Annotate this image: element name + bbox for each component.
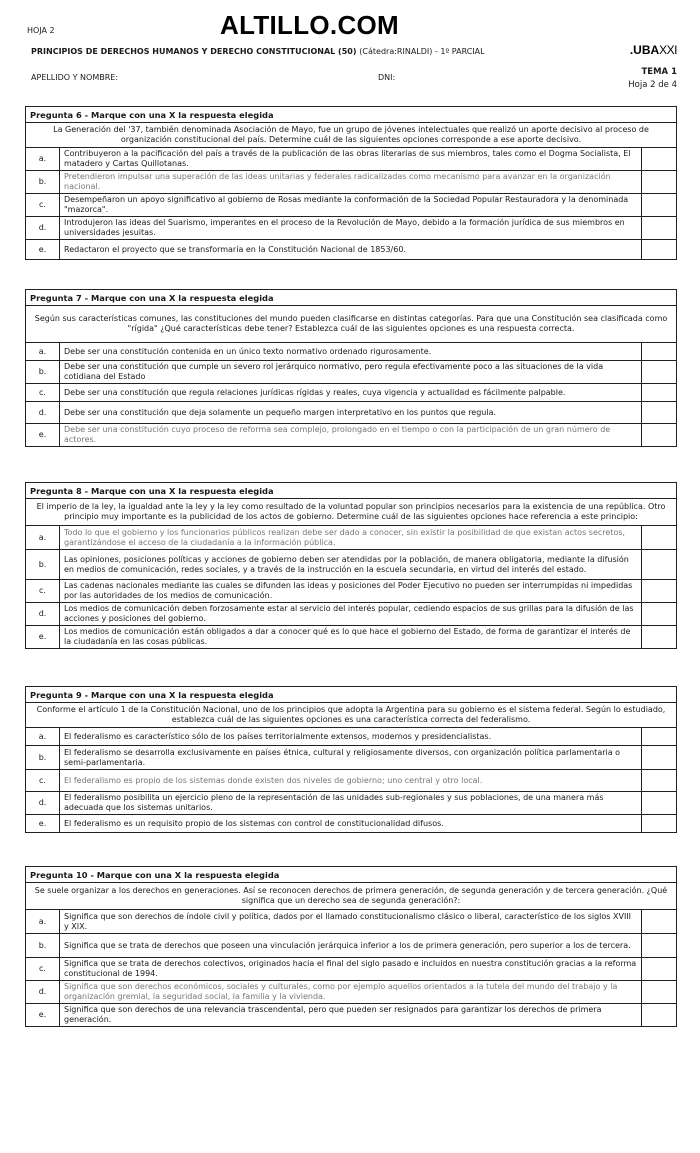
answer-checkbox[interactable] xyxy=(641,550,676,580)
option-row xyxy=(26,934,677,958)
option-text: Introdujeron las ideas del Suarismo, imperantes en el proceso de la Revolución de Mayo, debido a la formación jurídica de sus miembros en universidades jesuitas. xyxy=(60,217,642,240)
option-row xyxy=(26,526,677,550)
answer-checkbox[interactable] xyxy=(641,792,676,815)
option-letter: e. xyxy=(26,424,60,447)
option-text: Debe ser una constitución que cumple un severo rol jerárquico normativo, pero regula efectivamente poco a las situaciones de la vida cotidiana del Estado xyxy=(60,361,642,384)
page-indicator: Hoja 2 de 4 xyxy=(628,80,677,90)
option-text: Desempeñaron un apoyo significativo al gobierno de Rosas mediante la conformación de la Sociedad Popular Restauradora y la denominada "mazorca". xyxy=(60,194,642,217)
answer-checkbox[interactable] xyxy=(641,361,676,384)
answer-checkbox[interactable] xyxy=(641,217,676,240)
answer-checkbox[interactable] xyxy=(641,770,676,792)
sheet-label: HOJA 2 xyxy=(27,26,55,35)
answer-checkbox[interactable] xyxy=(641,981,676,1004)
answer-checkbox[interactable] xyxy=(641,526,676,550)
logo-bold: .UBA xyxy=(629,43,660,57)
option-row xyxy=(26,550,677,580)
option-text: Los medios de comunicación están obligados a dar a conocer qué es lo que hace el gobierno del Estado, de forma de garantizar el interés de la ciudadanía en las cosas públicas. xyxy=(60,626,642,649)
option-letter: d. xyxy=(26,402,60,424)
answer-checkbox[interactable] xyxy=(641,240,676,260)
question-9-table xyxy=(25,686,677,833)
option-row xyxy=(26,402,677,424)
option-row xyxy=(26,981,677,1004)
option-row xyxy=(26,240,677,260)
option-row xyxy=(26,626,677,649)
answer-checkbox[interactable] xyxy=(641,1004,676,1027)
option-letter: c. xyxy=(26,194,60,217)
option-text: El federalismo es característico sólo de los países territorialmente extensos, modernos y presidencialistas. xyxy=(60,728,642,746)
option-text: Significa que son derechos de índole civil y política, dados por el llamado constitucionalismo clásico o liberal, característico de los siglos XVIII y XIX. xyxy=(60,910,642,934)
option-letter: c. xyxy=(26,580,60,603)
subject-title xyxy=(31,47,485,56)
answer-checkbox[interactable] xyxy=(641,746,676,770)
question-7-table xyxy=(25,289,677,447)
answer-checkbox[interactable] xyxy=(641,343,676,361)
answer-checkbox[interactable] xyxy=(641,171,676,194)
question-6-table xyxy=(25,106,677,260)
option-row xyxy=(26,728,677,746)
answer-checkbox[interactable] xyxy=(641,424,676,447)
option-row xyxy=(26,194,677,217)
tema-label: TEMA 1 xyxy=(641,67,677,77)
question-stem: Se suele organizar a los derechos en generaciones. Así se reconocen derechos de primera generación, de segunda generación y de tercera generación. ¿Qué significa que un derecho sea de segunda generación?: xyxy=(26,883,677,910)
option-letter: a. xyxy=(26,148,60,171)
option-letter: e. xyxy=(26,815,60,833)
answer-checkbox[interactable] xyxy=(641,402,676,424)
option-letter: b. xyxy=(26,934,60,958)
question-stem: La Generación del '37, también denominada Asociación de Mayo, fue un grupo de jóvenes intelectuales que realizó un aporte decisivo al proceso de organización constitucional del país. Determine cuál de las siguientes opciones corresponde a ese aporte decisivo. xyxy=(26,123,677,148)
option-text: Contribuyeron a la pacificación del país a través de la publicación de las obras literarias de sus miembros, tales como el Dogma Socialista, El matadero y Cartas Quillotanas. xyxy=(60,148,642,171)
option-letter: c. xyxy=(26,384,60,402)
option-text: Debe ser una constitución contenida en un único texto normativo ordenado rigurosamente. xyxy=(60,343,642,361)
question-title: Pregunta 9 - Marque con una X la respuesta elegida xyxy=(26,687,677,703)
option-text: Debe ser una constitución que regula relaciones jurídicas rígidas y reales, cuya vigencia y actualidad es fácilmente palpable. xyxy=(60,384,642,402)
question-stem: El imperio de la ley, la igualdad ante la ley y la ley como resultado de la voluntad popular son principios necesarios para la existencia de una república. Otro principio muy importante es la publicidad de los actos de gobierno. Determine cuál de las siguientes opciones hace referencia a este principio: xyxy=(26,499,677,526)
option-row xyxy=(26,217,677,240)
option-row xyxy=(26,910,677,934)
option-row xyxy=(26,958,677,981)
option-letter: d. xyxy=(26,981,60,1004)
option-letter: c. xyxy=(26,770,60,792)
question-title: Pregunta 7 - Marque con una X la respuesta elegida xyxy=(26,290,677,306)
option-row xyxy=(26,148,677,171)
option-row xyxy=(26,580,677,603)
option-text: Las opiniones, posiciones políticas y acciones de gobierno deben ser atendidas por la población, de manera obligatoria, mediante la difusión en medios de comunicación, redes sociales, y a través de la instrucción en la escuela secundaria, en virtud del interés del estado. xyxy=(60,550,642,580)
question-title: Pregunta 6 - Marque con una X la respuesta elegida xyxy=(26,107,677,123)
option-text: Las cadenas nacionales mediante las cuales se difunden las ideas y posiciones del Poder Ejecutivo no pueden ser interrumpidas ni impedidas por las autoridades de los medios de comunicación. xyxy=(60,580,642,603)
option-letter: e. xyxy=(26,240,60,260)
option-letter: e. xyxy=(26,1004,60,1027)
answer-checkbox[interactable] xyxy=(641,603,676,626)
option-row xyxy=(26,792,677,815)
option-text: Pretendieron impulsar una superación de las ideas unitarias y federales radicalizadas como mecanismo para avanzar en la organización nacional. xyxy=(60,171,642,194)
option-row xyxy=(26,815,677,833)
answer-checkbox[interactable] xyxy=(641,934,676,958)
answer-checkbox[interactable] xyxy=(641,580,676,603)
logo-light: XXI xyxy=(659,43,677,57)
answer-checkbox[interactable] xyxy=(641,148,676,171)
option-letter: a. xyxy=(26,728,60,746)
option-letter: e. xyxy=(26,626,60,649)
question-title: Pregunta 8 - Marque con una X la respuesta elegida xyxy=(26,483,677,499)
option-row xyxy=(26,770,677,792)
option-row xyxy=(26,384,677,402)
option-letter: a. xyxy=(26,526,60,550)
option-letter: d. xyxy=(26,792,60,815)
option-row xyxy=(26,171,677,194)
option-letter: a. xyxy=(26,910,60,934)
name-field-label: APELLIDO Y NOMBRE: xyxy=(31,73,119,82)
option-row xyxy=(26,424,677,447)
question-title: Pregunta 10 - Marque con una X la respuesta elegida xyxy=(26,867,677,883)
option-text: Todo lo que el gobierno y los funcionarios públicos realizan debe ser dado a conocer, sin existir la posibilidad de que existan actos secretos, garantizándose el acceso de la ciudadanía a la información pública. xyxy=(60,526,642,550)
option-text: El federalismo es un requisito propio de los sistemas con control de constitucionalidad difusos. xyxy=(60,815,642,833)
option-letter: c. xyxy=(26,958,60,981)
question-stem: Conforme el artículo 1 de la Constitución Nacional, uno de los principios que adopta la Argentina para su gobierno es el sistema federal. Según lo estudiado, establezca cuál de las siguientes opciones es una característica correcta del federalismo. xyxy=(26,703,677,728)
answer-checkbox[interactable] xyxy=(641,384,676,402)
question-10-table xyxy=(25,866,677,1027)
option-letter: b. xyxy=(26,361,60,384)
answer-checkbox[interactable] xyxy=(641,194,676,217)
option-row xyxy=(26,343,677,361)
option-letter: b. xyxy=(26,746,60,770)
option-text: El federalismo es propio de los sistemas donde existen dos niveles de gobierno; uno central y otro local. xyxy=(60,770,642,792)
option-text: El federalismo posibilita un ejercicio pleno de la representación de las unidades sub-regionales y sus poblaciones, de una manera más adecuada que los sistemas unitarios. xyxy=(60,792,642,815)
option-letter: d. xyxy=(26,217,60,240)
question-8-table xyxy=(25,482,677,649)
option-row xyxy=(26,603,677,626)
answer-checkbox[interactable] xyxy=(641,910,676,934)
option-text: Significa que se trata de derechos colectivos, originados hacia el final del siglo pasado e incluidos en nuestra constitución gracias a la reforma constitucional de 1994. xyxy=(60,958,642,981)
subject-name: PRINCIPIOS DE DERECHOS HUMANOS Y DERECHO CONSTITUCIONAL (50) xyxy=(31,47,357,56)
chair-and-exam: (Cátedra:RINALDI) - 1º PARCIAL xyxy=(359,47,485,56)
option-row xyxy=(26,746,677,770)
question-stem: Según sus características comunes, las constituciones del mundo pueden clasificarse en distintas categorías. Para que una Constitución sea clasificada como "rígida" ¿Qué características debe tener? Establezca cuál de las siguientes opciones es una respuesta correcta. xyxy=(26,306,677,343)
option-row xyxy=(26,361,677,384)
uba-xxi-logo xyxy=(630,43,677,57)
option-row xyxy=(26,1004,677,1027)
answer-checkbox[interactable] xyxy=(641,815,676,833)
option-text: Significa que son derechos económicos, sociales y culturales, como por ejemplo aquellos orientados a la tutela del mundo del trabajo y la organización gremial, la seguridad social, la familia y la vivienda. xyxy=(60,981,642,1004)
option-letter: d. xyxy=(26,603,60,626)
answer-checkbox[interactable] xyxy=(641,626,676,649)
option-text: Debe ser una constitución que deja solamente un pequeño margen interpretativo en los puntos que regula. xyxy=(60,402,642,424)
option-text: Significa que son derechos de una relevancia trascendental, pero que pueden ser resignados para garantizar los derechos de primera generación. xyxy=(60,1004,642,1027)
dni-field-label: DNI: xyxy=(378,73,396,82)
option-letter: b. xyxy=(26,171,60,194)
answer-checkbox[interactable] xyxy=(641,958,676,981)
answer-checkbox[interactable] xyxy=(641,728,676,746)
option-text: Redactaron el proyecto que se transformaría en la Constitución Nacional de 1853/60. xyxy=(60,240,642,260)
option-text: Debe ser una constitución cuyo proceso de reforma sea complejo, prolongado en el tiempo o con la participación de un gran número de actores. xyxy=(60,424,642,447)
option-letter: a. xyxy=(26,343,60,361)
option-text: El federalismo se desarrolla exclusivamente en países étnica, cultural y religiosamente diversos, con organización política parlamentaria o semi-parlamentaria. xyxy=(60,746,642,770)
option-text: Significa que se trata de derechos que poseen una vinculación jerárquica inferior a los de primera generación, pero superior a los de tercera. xyxy=(60,934,642,958)
option-letter: b. xyxy=(26,550,60,580)
option-text: Los medios de comunicación deben forzosamente estar al servicio del interés popular, cediendo espacios de sus grillas para la difusión de las acciones y posiciones del gobierno. xyxy=(60,603,642,626)
site-brand: ALTILLO.COM xyxy=(220,10,400,40)
